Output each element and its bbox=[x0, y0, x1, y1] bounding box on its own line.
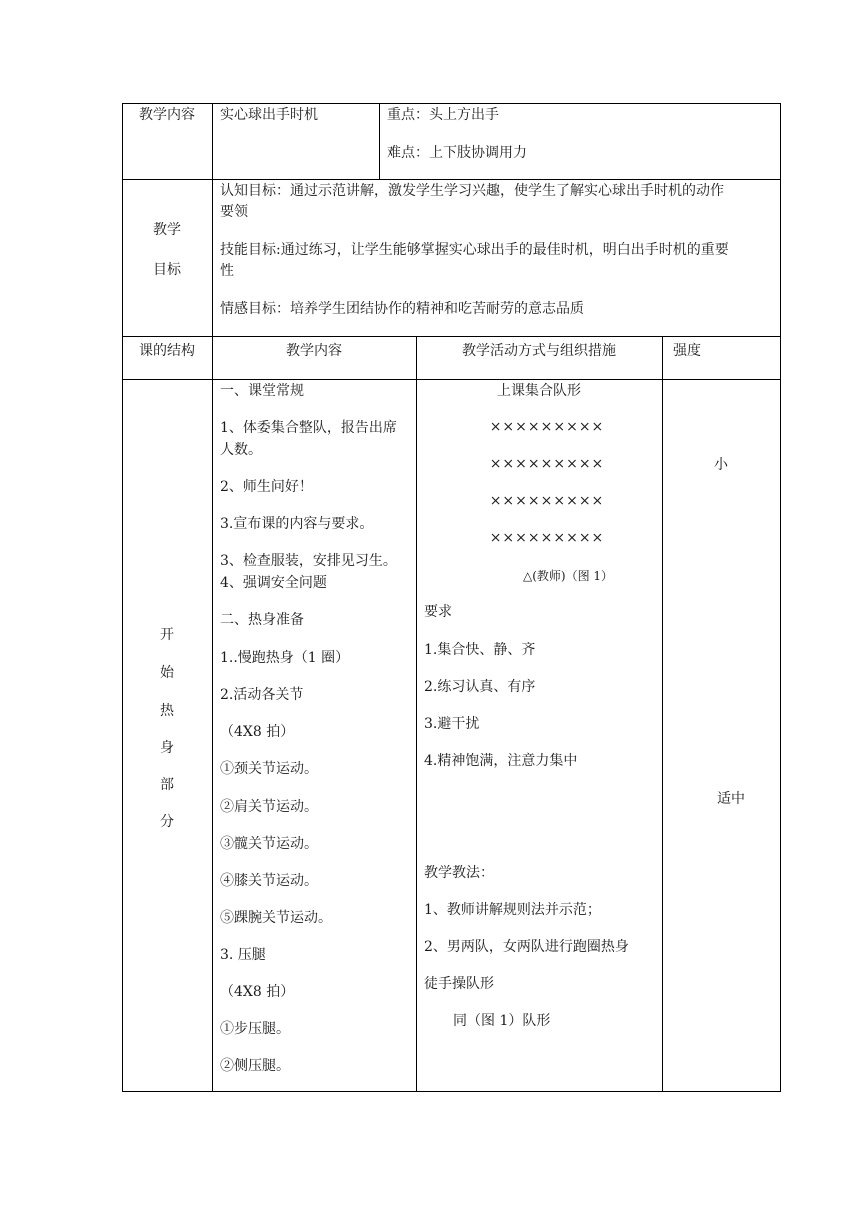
section-char: 热 bbox=[160, 703, 174, 719]
content-line: ④膝关节运动。 bbox=[220, 873, 318, 889]
formation-row: ××××××××× bbox=[489, 493, 605, 509]
content-line: 3、检查服装，安排见习生。 bbox=[220, 553, 397, 569]
content-line: 人数。 bbox=[220, 442, 262, 458]
col-divider-a bbox=[212, 103, 213, 1092]
teacher-marker: △(教师)（图 1） bbox=[523, 569, 614, 583]
formation-row: ××××××××× bbox=[489, 530, 605, 546]
content-line: ②侧压腿。 bbox=[220, 1058, 290, 1074]
difficult-point: 难点：上下肢协调用力 bbox=[387, 145, 527, 161]
col-divider-c bbox=[416, 336, 417, 1092]
intensity-value: 小 bbox=[714, 457, 728, 473]
cognitive-objective-line2: 要领 bbox=[220, 204, 248, 220]
section-char: 身 bbox=[160, 740, 174, 756]
section-char: 开 bbox=[160, 627, 174, 643]
col-divider-b bbox=[379, 103, 380, 180]
content-line: 2.活动各关节 bbox=[220, 687, 304, 703]
content-line: 2、师生问好！ bbox=[220, 479, 313, 495]
requirements-title: 要求 bbox=[424, 604, 452, 620]
content-line: 一、课堂常规 bbox=[220, 383, 304, 399]
content-line: ①颈关节运动。 bbox=[220, 761, 318, 777]
section-char: 始 bbox=[160, 665, 174, 681]
content-line: ①步压腿。 bbox=[220, 1021, 290, 1037]
content-line: 3.宣布课的内容与要求。 bbox=[220, 516, 374, 532]
table-border-left bbox=[122, 103, 123, 1092]
key-point: 重点：头上方出手 bbox=[387, 107, 499, 123]
content-line: 二、热身准备 bbox=[220, 612, 304, 628]
formation-row: ××××××××× bbox=[489, 456, 605, 472]
content-line: 1..慢跑热身（1 圈） bbox=[220, 650, 350, 666]
lesson-topic: 实心球出手时机 bbox=[220, 107, 318, 123]
formation-row: ××××××××× bbox=[489, 419, 605, 435]
label-objectives-2: 目标 bbox=[153, 262, 181, 278]
method-item: 同（图 1）队形 bbox=[453, 1013, 551, 1029]
content-line: ②肩关节运动。 bbox=[220, 799, 318, 815]
requirement-item: 4.精神饱满，注意力集中 bbox=[424, 753, 578, 769]
content-line: ⑤踝腕关节运动。 bbox=[220, 910, 332, 926]
table-border-bottom bbox=[122, 1091, 781, 1092]
table-border-right bbox=[780, 103, 781, 1092]
formation-title: 上课集合队形 bbox=[497, 383, 581, 399]
content-line: （4X8 拍） bbox=[220, 984, 295, 1000]
label-objectives-1: 教学 bbox=[153, 222, 181, 238]
col-header-content: 教学内容 bbox=[286, 343, 342, 359]
methods-title: 教学教法： bbox=[424, 865, 494, 881]
cognitive-objective-line1: 认知目标：通过示范讲解，激发学生学习兴趣，使学生了解实心球出手时机的动作 bbox=[220, 183, 724, 199]
row-divider-3 bbox=[122, 379, 781, 380]
section-char: 分 bbox=[160, 814, 174, 830]
affective-objective: 情感目标：培养学生团结协作的精神和吃苦耐劳的意志品质 bbox=[220, 301, 584, 317]
content-line: 1、体委集合整队，报告出席 bbox=[220, 420, 397, 436]
content-line: 4、强调安全问题 bbox=[220, 575, 327, 591]
content-line: （4X8 拍） bbox=[220, 724, 295, 740]
content-line: 3. 压腿 bbox=[220, 947, 266, 963]
col-header-structure: 课的结构 bbox=[139, 343, 195, 359]
content-line: ③髋关节运动。 bbox=[220, 836, 318, 852]
skill-objective-line1: 技能目标:通过练习，让学生能够掌握实心球出手的最佳时机，明白出手时机的重要 bbox=[220, 242, 729, 258]
col-header-intensity: 强度 bbox=[673, 343, 701, 359]
col-divider-d bbox=[662, 336, 663, 1092]
requirement-item: 1.集合快、静、齐 bbox=[424, 642, 536, 658]
table-border-top bbox=[122, 103, 781, 104]
section-char: 部 bbox=[160, 777, 174, 793]
row-divider-2 bbox=[122, 336, 781, 337]
skill-objective-line2: 性 bbox=[220, 263, 234, 279]
requirement-item: 2.练习认真、有序 bbox=[424, 679, 536, 695]
label-teaching-content: 教学内容 bbox=[139, 107, 195, 123]
method-item: 1、教师讲解规则法并示范； bbox=[424, 902, 601, 918]
intensity-value: 适中 bbox=[717, 791, 745, 807]
requirement-item: 3.避干扰 bbox=[424, 716, 480, 732]
row-divider-1 bbox=[122, 179, 781, 180]
method-item: 2、男两队，女两队进行跑圈热身 bbox=[424, 939, 629, 955]
method-item: 徒手操队形 bbox=[424, 976, 494, 992]
col-header-activity: 教学活动方式与组织措施 bbox=[462, 343, 616, 359]
